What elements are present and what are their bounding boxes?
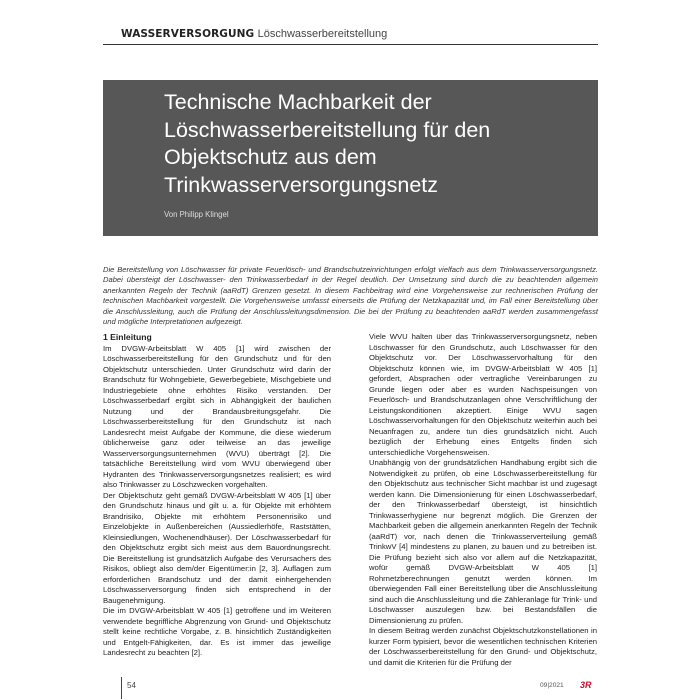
paragraph: Der Objektschutz geht gemäß DVGW-Arbeitsblatt W 405 [1] über den Grundschutz hinaus und gilt u. a. für Objekte mit erhöhtem Brandrisiko, Objekte mit erhöhtem Personenrisiko und Einzelobjekte in Außenbereichen (Aussiedlerhöfe, Raststätten, Kleinsiedlungen, Wochenendhäuser). Der Löschwasserbedarf für den Objektschutz ergibt sich meist aus dem Bauordnungsrecht. Die Bereitstellung ist grundsätzlich Aufgabe des Verursachers des Risikos, obliegt also dem/der Eigentümer:in [2, 3]. Auflagen zum erforderlichen Brandschutz und der damit einhergehenden Löschwasserversorgung finden sich entsprechend in der Baugenehmigung. <box>103 490 331 605</box>
column-left <box>103 332 331 659</box>
section-heading: 1 Einleitung <box>103 332 152 342</box>
article-author: Von Philipp Klingel <box>164 210 229 219</box>
article-title: Technische Machbarkeit der Löschwasserbereitstellung für den Objektschutz aus dem Trinkwasserversorgungsnetz <box>164 90 491 197</box>
column-right <box>369 332 597 668</box>
paragraph: Viele WVU halten über das Trinkwasserversorgungsnetz, neben Löschwasser für den Grundschutz, auch Löschwasser für den Objektschutz vor. Der Löschwasservorhaltung für den Objektschutz können wie, im DVGW-Arbeitsblatt W 405 [1] gefordert, Absprachen oder vertragliche Vereinbarungen zu Grunde liegen oder aber es wurden Nachspeisungen von Feuerlösch- und Brandschutzanlagen ohne Verschriftlichung der Leistungskonditionen akzeptiert. Einige WVU sagen Löschwasservorhaltungen für den Objektschutz weiterhin auch bei Neuanfragen zu, andere tun dies grundsätzlich nicht. Auch bezüglich der Erhebung eines Entgelts finden sich unterschiedliche Vorgehensweisen. <box>369 332 597 457</box>
paragraph: Unabhängig von der grundsätzlichen Handhabung ergibt sich die Notwendigkeit zu prüfen, ob eine Löschwasserbereitstellung für den Objektschutz aus technischer Sicht machbar ist und zugesagt werden kann. Die Dimensionierung für einen Löschwasserbedarf, der den Trinkwasserbedarf übersteigt, ist hinsichtlich Trinkwasserhygiene nur begrenzt möglich. Die Grenzen der Machbarkeit geben die allgemein anerkannten Regeln der Technik (aaRdT) vor, nach denen die Trinkwasserverteilung gemäß TrinkwV [4] mindestens zu planen, zu bauen und zu betreiben ist. Die Prüfung bezieht sich also vor allem auf die Netzkapazität, wofür gemäß DVGW-Arbeitsblatt W 405 [1] Rohrnetzberechnungen genutzt werden können. Im überwiegenden Fall einer Bereitstellung über die Anschlussleitung sind auch die Anschlussleitung und die Zähleranlage für Trink- und Löschwasser auszulegen bzw. bei Bestandsfällen die Dimensionierung zu prüfen. <box>369 458 597 625</box>
abstract: Die Bereitstellung von Löschwasser für private Feuerlösch- und Brandschutzeinrichtungen erfolgt vielfach aus dem Trinkwasserversorgungsnetz. Dabei übersteigt der Löschwasser- den Trinkwasserbedarf in der Regel deutlich. Der Umsetzung sind durch die zu beachtenden allgemein anerkannten Regeln der Technik (aaRdT) Grenzen gesetzt. In diesem Fachbeitrag wird eine Vorgehensweise zur rechnerischen Prüfung der technischen Machbarkeit vorgestellt. Die Vorgehensweise umfasst einerseits die Prüfung der Netzkapazität und, im Fall einer Bereitstellung über die Anschlussleitung, auch die Prüfung der Anschlussleitungsdimension. Die bei der Prüfung zu beachtenden aaRdT werden zusammengefasst und mögliche Interpretationen aufgezeigt. <box>103 265 598 327</box>
header-section: WASSERVERSORGUNG <box>121 28 255 40</box>
issue-label: 09|2021 <box>540 682 564 689</box>
footer-rule <box>121 677 122 699</box>
publisher-logo: 3R <box>580 680 592 690</box>
paragraph: Im DVGW-Arbeitsblatt W 405 [1] wird zwischen der Löschwasserbereitstellung für den Grundschutz und für den Objektschutz unterschieden. Unter Grundschutz wird darin der Brandschutz für Wohngebiete, Gewerbegebiete, Mischgebiete und Industriegebiete ohne erhöhtes Risiko verstanden. Der Löschwasserbedarf ergibt sich in Abhängigkeit der baulichen Nutzung und der Brandausbreitungsgefahr. Die Löschwasserbereitstellung für den Grundschutz ist nach Landesrecht meist Aufgabe der Kommune, die diese wiederum üblicherweise ganz oder teilweise an das jeweilige Wasserversorgungsunternehmen (WVU) überträgt [2]. Die tatsächliche Bereitstellung wird vom WVU überwiegend über Hydranten des Trinkwasserversorgungsnetzes realisiert; es wird also Trinkwasser zu Löschzwecken vorgehalten. <box>103 343 331 489</box>
title-banner <box>103 80 598 236</box>
paragraph: In diesem Beitrag werden zunächst Objektschutzkonstellationen in kurzer Form typisiert, bevor die wesentlichen technischen Kriterien der Löschwasserbereitstellung für den Grund- und Objektschutz, und damit die Kriterien für die Prüfung der <box>369 626 597 667</box>
header-topic: Löschwasserbereitstellung <box>257 28 388 40</box>
running-header <box>121 27 387 41</box>
paragraph: Die im DVGW-Arbeitsblatt W 405 [1] getroffene und im Weiteren verwendete begriffliche Abgrenzung von Grund- und Objektschutz stellt keine rechtliche Vorgabe, z. B. hinsichtlich Zuständigkeiten und Entgelt-Fähigkeiten, dar. Es ist immer das jeweilige Landesrecht zu beachten [2]. <box>103 606 331 657</box>
page-number: 54 <box>127 681 136 690</box>
